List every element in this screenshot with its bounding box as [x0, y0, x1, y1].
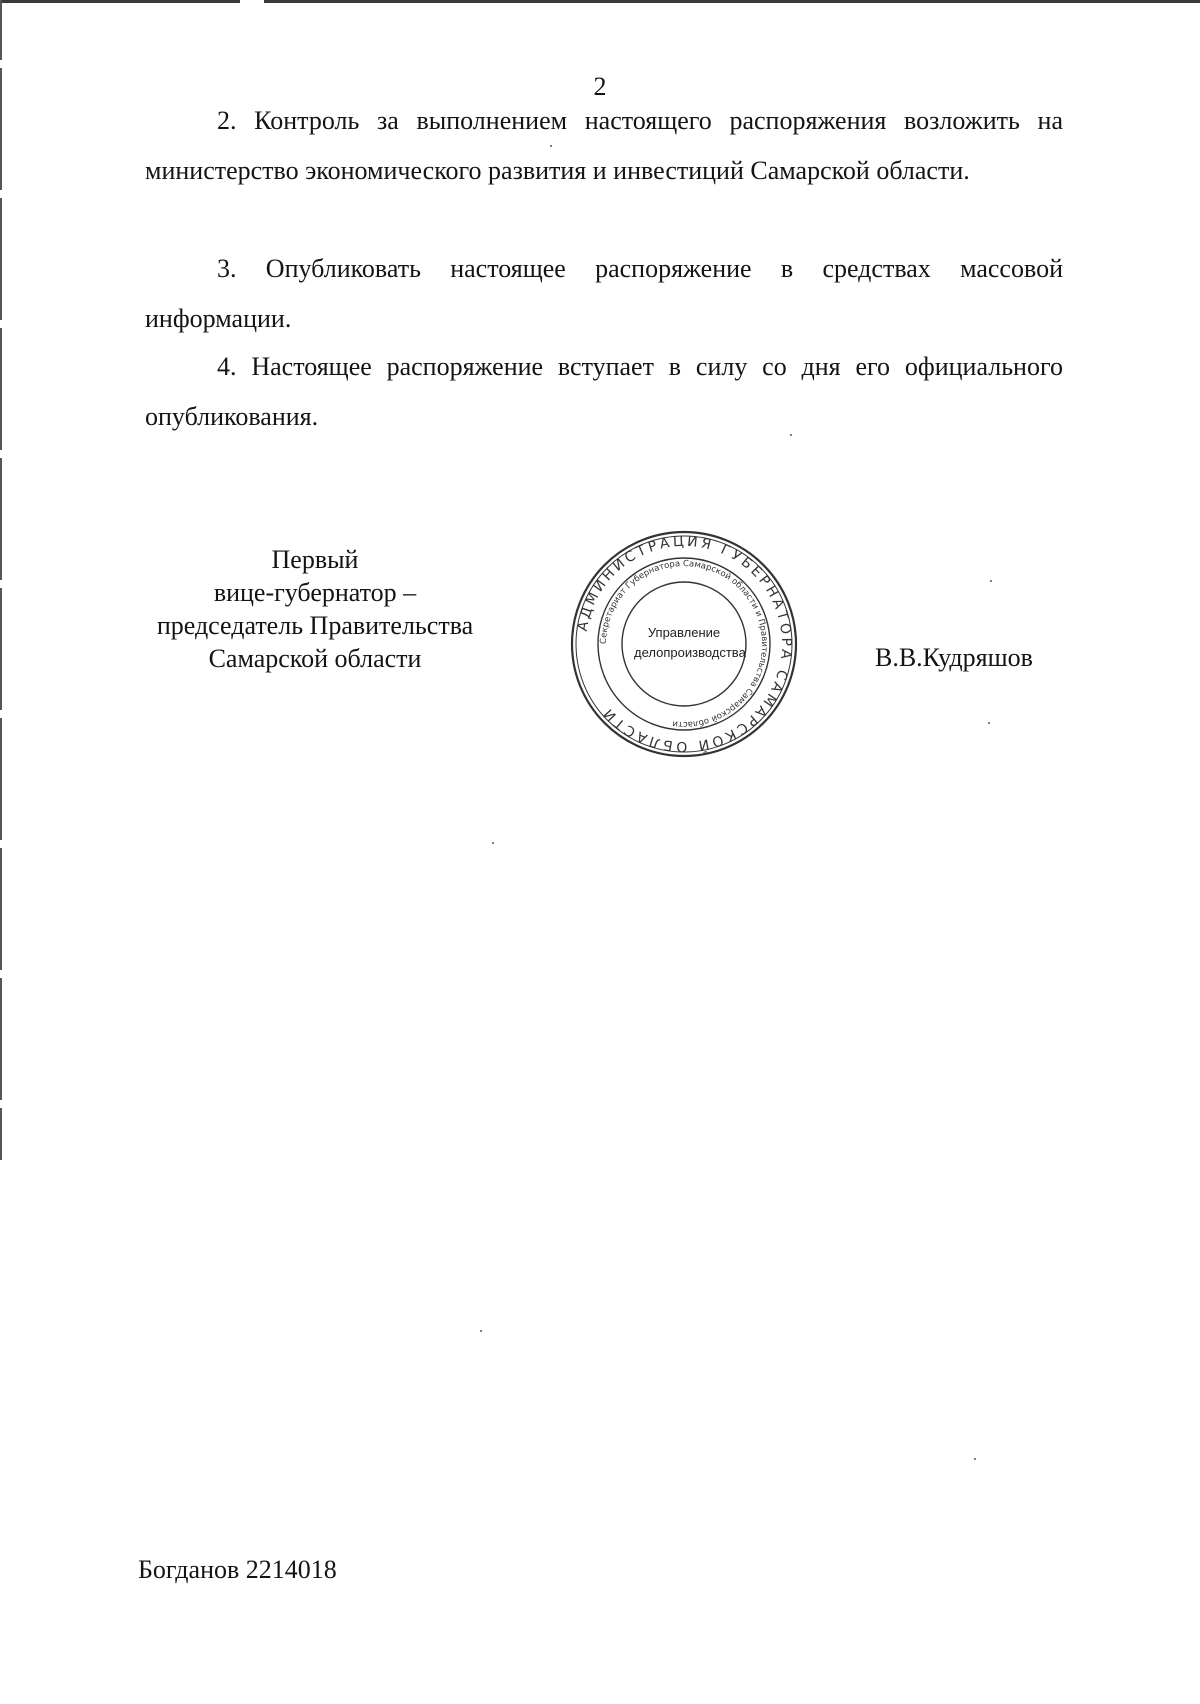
official-seal — [568, 528, 800, 760]
executor-contact: Богданов 2214018 — [138, 1555, 337, 1584]
scan-speck — [988, 722, 990, 724]
signatory-title-line: Самарской области — [208, 644, 422, 673]
seal-outer-text: АДМИНИСТРАЦИЯ ГУБЕРНАТОРА САМАРСКОЙ ОБЛАСТИ — [574, 533, 795, 755]
paragraph-publish: 3. Опубликовать настоящее распоряжение в средствах массовой информации. — [145, 254, 1063, 333]
seal-center-line: Управление — [647, 625, 721, 640]
scan-speck — [492, 842, 494, 844]
scan-speck — [974, 1458, 976, 1460]
scan-speck — [990, 580, 992, 582]
signatory-title-line: Первый — [271, 545, 359, 574]
page-number: 2 — [593, 72, 607, 101]
signer-name: В.В.Кудряшов — [875, 643, 1033, 672]
scan-left-edge — [0, 0, 2, 1160]
scan-speck — [480, 1330, 482, 1332]
paragraph-control: 2. Контроль за выполнением настоящего распоряжения возложить на министерство экономического развития и инвестиций Самарской области. — [145, 106, 1063, 185]
seal-center-line: делопроизводства — [634, 645, 746, 660]
seal-middle-text: Секретариат Губернатора Самарской области и Правительства Самарской области — [598, 558, 770, 730]
signatory-title-line: вице-губернатор – — [213, 578, 417, 607]
scan-top-edge — [0, 0, 1200, 3]
signatory-title-line: председатель Правительства — [156, 611, 474, 640]
paragraph-effective-date: 4. Настоящее распоряжение вступает в силу со дня его официального опубликования. — [145, 352, 1063, 431]
signatory-title — [135, 543, 495, 675]
